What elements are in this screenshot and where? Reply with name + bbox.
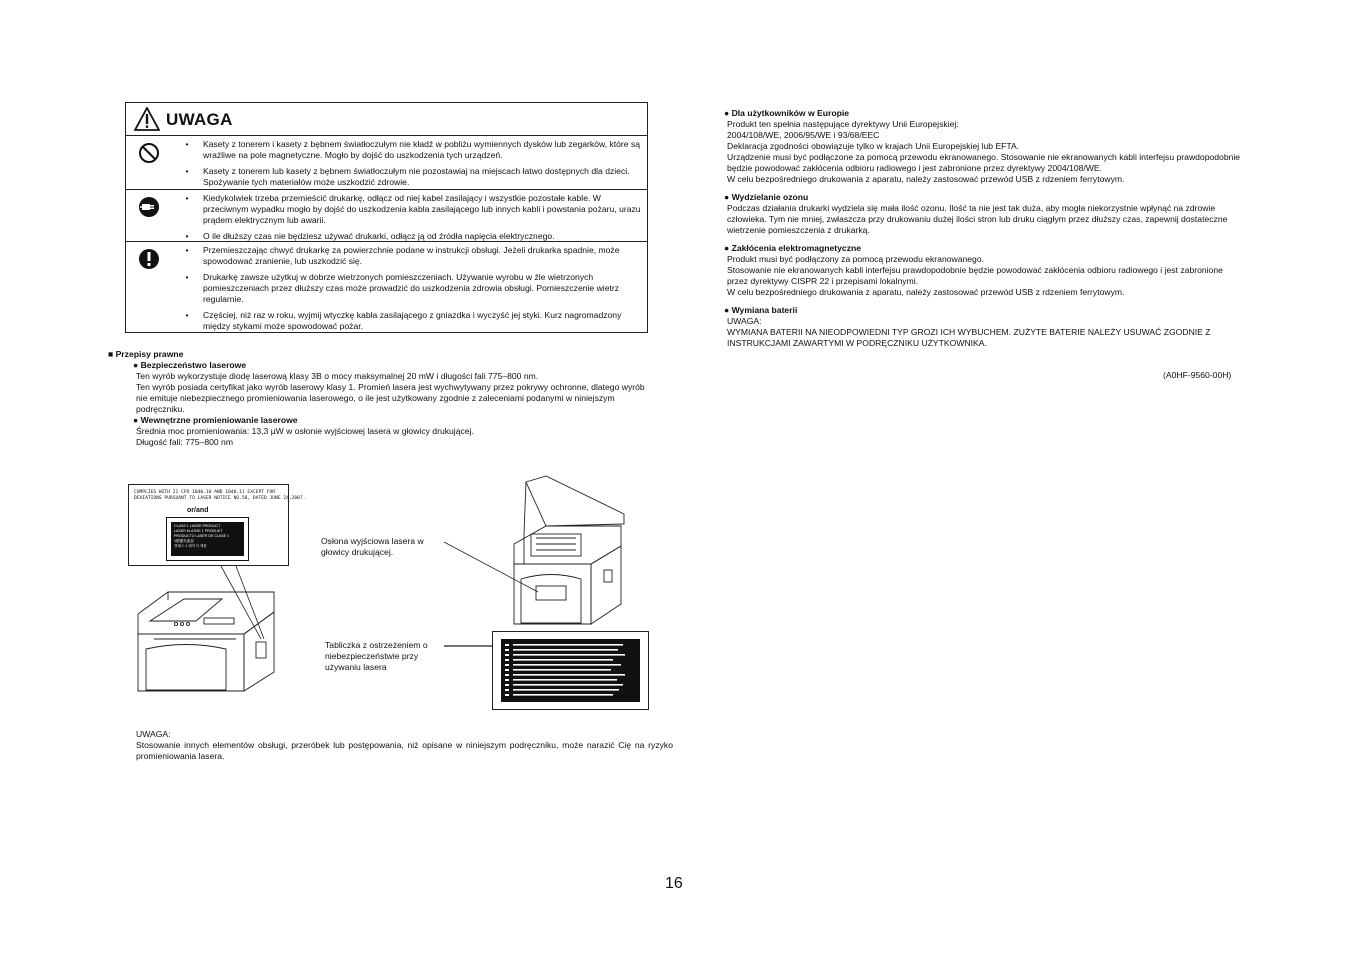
section-line: Stosowanie nie ekranowanych kabli interfejsu prawdopodobnie będzie powodować zakłócenia odbioru radiowego i jest zabronione przez dyrektywy CISPR 22 i przepisami lokalnymi.	[727, 265, 1223, 286]
section-line: UWAGA:	[727, 316, 762, 326]
section-line: Podczas działania drukarki wydziela się mała ilość ozonu. Ilość ta nie jest tak duża, aby mogła niekorzystnie wpłynąć na zdrowie człowieka. Tym nie mniej, zwłaszcza przy drukowaniu dużej ilości stron lub druku ciągłym przez dłuższy czas, zapewnij dostateczne wietrzenie pomieszczenia z drukarką.	[727, 203, 1228, 235]
internal-radiation-line: Średnia moc promieniowania: 13,3 µW w osłonie wyjściowej lasera w głowicy drukującej.	[136, 426, 474, 436]
unplug-icon	[138, 196, 160, 218]
section-line: Produkt ten spełnia następujące dyrektywy Unii Europejskiej:	[727, 119, 959, 129]
section-line: Deklaracja zgodności obowiązuje tylko w krajach Unii Europejskiej lub EFTA.	[727, 141, 1020, 151]
legal-regulations	[108, 349, 653, 448]
section-heading: ● Dla użytkowników w Europie	[724, 108, 850, 118]
compliance-text: DEVIATIONS PURSUANT TO LASER NOTICE NO.50, DATED JUNE 24,2007.	[134, 496, 306, 501]
closed-printer	[138, 592, 274, 691]
section-line: 2004/108/WE, 2006/95/WE i 93/68/EEC	[727, 130, 880, 140]
warning-item: • O ile dłuższy czas nie będziesz używać drukarki, odłącz ją od źródła napięcia elektrycznego.	[185, 231, 555, 241]
section-line: W celu bezpośredniego drukowania z aparatu, należy zastosować przewód USB z rdzeniem ferrytowym.	[727, 287, 1125, 297]
section-battery	[724, 305, 1244, 349]
right-column	[724, 108, 1244, 356]
laser-safety-heading: ● Bezpieczeństwo laserowe	[133, 360, 247, 370]
warning-item: • Przemieszczając chwyć drukarkę za powierzchnie podane w instrukcji obsługi. Jeżeli drukarka spadnie, może spowodować zranienie, lub uszkodzić się.	[185, 245, 620, 266]
or-and-text: or/and	[187, 507, 209, 514]
internal-radiation-line: Długość fali: 775–800 nm	[136, 437, 233, 447]
section-line: Urządzenie musi być podłączone za pomocą przewodu ekranowanego. Stosowanie nie ekranowanych kabli interfejsu prawdopodobnie będzie powodować zakłócenia odbioru radiowego i jest zabronione przez dyrektywy 2004/108/WE.	[727, 152, 1241, 173]
section-ozone	[724, 192, 1244, 236]
section-emi	[724, 243, 1244, 298]
warning-item: • Drukarkę zawsze użytkuj w dobrze wietrzonych pomieszczeniach. Używanie wyrobu w źle wietrzonych pomieszczeniach przez dłuższy czas może prowadzić do uszkodzenia zdrowia obsługi. Pomieszczenie wietrz regularnie.	[185, 272, 620, 304]
open-printer	[514, 476, 624, 624]
prohibition-icon	[138, 142, 160, 164]
warning-row-caution	[126, 242, 647, 331]
section-line: Produkt musi być podłączony za pomocą przewodu ekranowanego.	[727, 254, 985, 264]
section-heading: ● Wymiana baterii	[724, 305, 798, 315]
section-heading: ● Zakłócenia elektromagnetyczne	[724, 243, 862, 253]
laser-note	[136, 729, 673, 762]
warning-item: • Częściej, niż raz w roku, wyjmij wtyczkę kabla zasilającego z gniazdka i wyczyść jej styki. Kurz nagromadzony między stykami może spowodować pożar.	[185, 310, 622, 331]
callout-warning-plate: Tabliczka z ostrzeżeniem o niebezpieczeństwie przy używaniu lasera	[325, 640, 428, 672]
warning-header	[126, 103, 647, 136]
legal-heading: ■ Przepisy prawne	[108, 349, 184, 359]
class1-label: CLASS 1 LASER PRODUCT LASER KLASSE 1 PRODUKT PRODUCTO LASER DE CLASE 1 1類激光產品 클래스 1 레이저 제품	[166, 517, 249, 561]
warning-table	[125, 102, 648, 333]
laser-safety-line: Ten wyrób wykorzystuje diodę laserową klasy 3B o mocy maksymalnej 20 mW i długości fali 775–800 nm.	[136, 371, 539, 381]
callout-laser-cover: Osłona wyjściowa lasera w głowicy drukującej.	[321, 536, 424, 557]
section-line: WYMIANA BATERII NA NIEODPOWIEDNI TYP GROZI ICH WYBUCHEM. ZUŻYTE BATERIE NALEŻY USUWAĆ ZGODNIE Z INSTRUKCJAMI ZAWARTYMI W PODRĘCZNIKU UŻYTKOWNIKA.	[727, 327, 1211, 348]
laser-warning-plate	[492, 631, 649, 710]
document-code: (A0HF-9560-00H)	[1163, 370, 1232, 380]
page-number: 16	[665, 875, 683, 892]
note-text: Stosowanie innych elementów obsługi, przeróbek lub postępowania, niż opisane w niniejszym podręczniku, może narazić Cię na ryzyko promieniowania lasera.	[136, 740, 673, 761]
compliance-text: COMPLIES WITH 21 CFR 1040.10 AND 1040.11 EXCEPT FOR	[134, 490, 276, 495]
warning-row-unplug	[126, 190, 647, 242]
exclamation-icon	[138, 248, 160, 270]
warning-item: • Kasety z tonerem lub kasety z bębnem światłoczułym nie pozostawiaj na miejscach łatwo dostępnych dla dzieci. Spożywanie tych materiałów może uszkodzić zdrowie.	[185, 166, 630, 187]
warning-title: UWAGA	[166, 109, 233, 129]
internal-radiation-heading: ● Wewnętrzne promieniowanie laserowe	[133, 415, 298, 425]
warning-row-prohibition	[126, 136, 647, 190]
laser-label-diagram	[126, 474, 651, 714]
section-heading: ● Wydzielanie ozonu	[724, 192, 809, 202]
note-label: UWAGA:	[136, 729, 171, 739]
section-line: W celu bezpośredniego drukowania z aparatu, należy zastosować przewód USB z rdzeniem ferrytowym.	[727, 174, 1125, 184]
warning-item: • Kiedykolwiek trzeba przemieścić drukarkę, odłącz od niej kabel zasilający i wszystkie pozostałe kable. W przeciwnym wypadku mogło by dojść do uszkodzenia kabla zasilającego lub innych kabli i powstania pożaru, urazu prądem elektrycznym lub awarii.	[185, 193, 641, 225]
warning-item: • Kasety z tonerem i kasety z bębnem światłoczułym nie kładź w pobliżu wymiennych dysków lub zegarków, które są wrażliwe na pole magnetyczne. Mogło by dojść do uszkodzenia tych urządzeń.	[185, 139, 641, 160]
section-europe	[724, 108, 1244, 185]
laser-safety-line: Ten wyrób posiada certyfikat jako wyrób laserowy klasy 1. Promień lasera jest wychwytywany przez pokrywy ochronne, dlatego wyrób nie emituje niebezpiecznego promieniowania laserowego, o ile jest użytkowany zgodnie z zaleceniami podanymi w niniejszym podręczniku.	[136, 382, 645, 414]
warning-triangle-icon	[134, 107, 160, 131]
